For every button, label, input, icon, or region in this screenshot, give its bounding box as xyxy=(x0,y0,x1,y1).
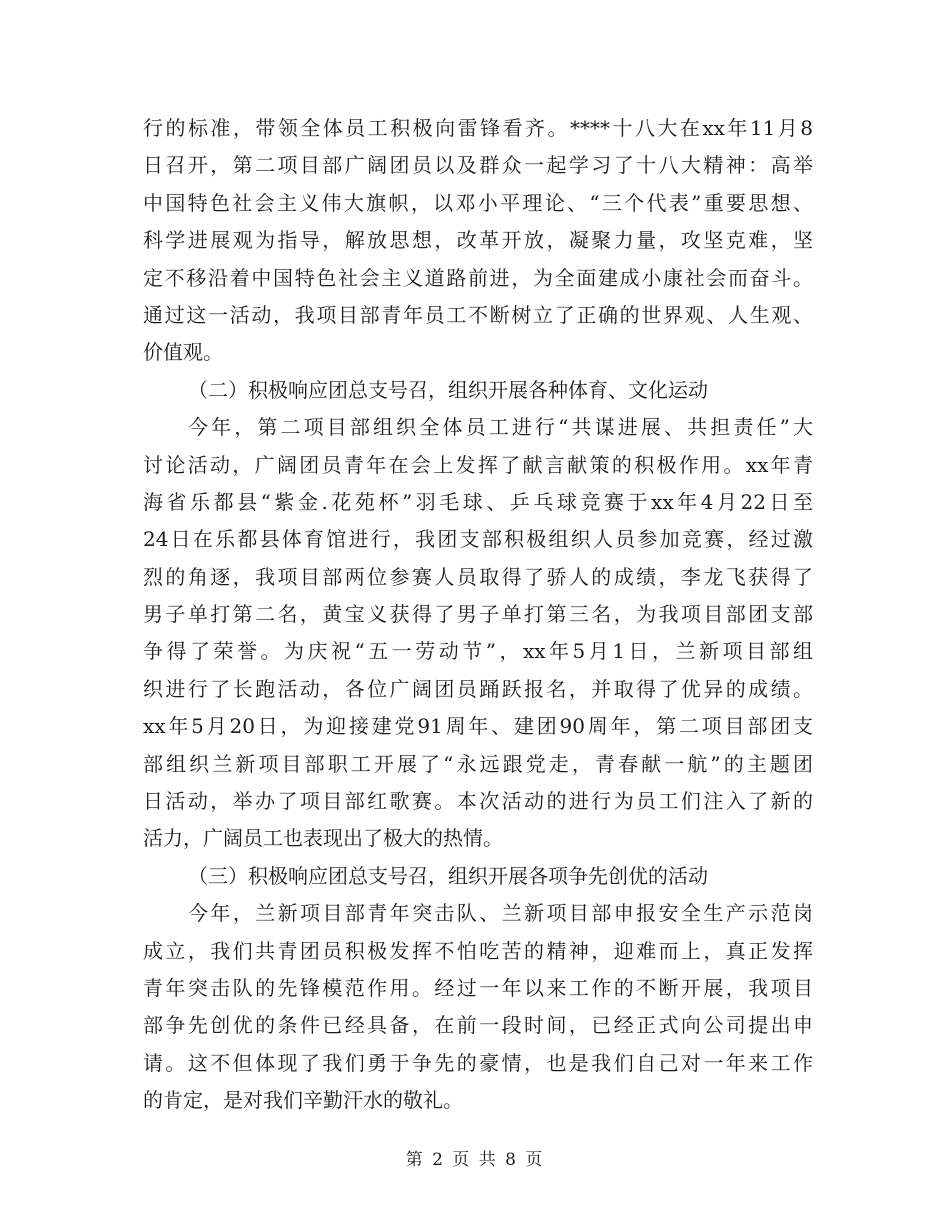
body-line: 通过这一活动，我项目部青年员工不断树立了正确的世界观、人生观、 xyxy=(143,302,813,327)
section-heading: （三）积极响应团总支号召，组织开展各项争先创优的活动 xyxy=(188,863,708,888)
body-line: 科学进展观为指导，解放思想，改革开放，凝聚力量，攻坚克难，坚 xyxy=(143,228,813,253)
body-line: 部争先创优的条件已经具备，在前一段时间，已经正式向公司提出申 xyxy=(143,1013,813,1038)
page-number-footer: 第 2 页 共 8 页 xyxy=(405,1150,545,1170)
body-line: 行的标准，带领全体员工积极向雷锋看齐。****十八大在xx年11月8 xyxy=(143,116,813,140)
body-line: 请。这不但体现了我们勇于争先的豪情，也是我们自己对一年来工作 xyxy=(143,1050,813,1075)
body-line: xx年5月20日，为迎接建党91周年、建团90周年，第二项目部团支 xyxy=(143,714,813,739)
body-line: 定不移沿着中国特色社会主义道路前进，为全面建成小康社会而奋斗。 xyxy=(143,265,813,290)
body-line: 今年，第二项目部组织全体员工进行“共谋进展、共担责任”大 xyxy=(188,415,813,440)
body-line: 青年突击队的先锋模范作用。经过一年以来工作的不断开展，我项目 xyxy=(143,975,813,1000)
body-line: 的肯定，是对我们辛勤汗水的敬礼。 xyxy=(143,1088,463,1113)
body-line: 成立，我们共青团员积极发挥不怕吃苦的精神，迎难而上，真正发挥 xyxy=(143,938,813,963)
body-line: 讨论活动，广阔团员青年在会上发挥了献言献策的积极作用。xx年青 xyxy=(143,452,813,477)
body-line: 活力，广阔员工也表现出了极大的热情。 xyxy=(143,826,503,851)
body-line: 24日在乐都县体育馆进行，我团支部积极组织人员参加竞赛，经过激 xyxy=(143,527,813,552)
body-line: 中国特色社会主义伟大旗帜，以邓小平理论、“三个代表”重要思想、 xyxy=(143,190,813,215)
body-line: 日召开，第二项目部广阔团员以及群众一起学习了十八大精神：高举 xyxy=(143,153,813,178)
body-line: 今年，兰新项目部青年突击队、兰新项目部申报安全生产示范岗 xyxy=(188,901,813,926)
body-line: 男子单打第二名，黄宝义获得了男子单打第三名，为我项目部团支部 xyxy=(143,602,813,627)
body-line: 争得了荣誉。为庆祝“五一劳动节”，xx年5月1日，兰新项目部组 xyxy=(143,639,813,664)
body-line: 价值观。 xyxy=(143,340,223,365)
body-line: 部组织兰新项目部职工开展了“永远跟党走，青春献一航”的主题团 xyxy=(143,751,813,776)
body-line: 海省乐都县“紫金.花苑杯”羽毛球、乒乓球竞赛于xx年4月22日至 xyxy=(143,489,813,514)
body-line: 日活动，举办了项目部红歌赛。本次活动的进行为员工们注入了新的 xyxy=(143,789,813,814)
body-line: 织进行了长跑活动，各位广阔团员踊跃报名，并取得了优异的成绩。 xyxy=(143,676,813,701)
document-body xyxy=(143,110,813,1120)
body-line: 烈的角逐，我项目部两位参赛人员取得了骄人的成绩，李龙飞获得了 xyxy=(143,564,813,589)
section-heading: （二）积极响应团总支号召，组织开展各种体育、文化运动 xyxy=(188,377,708,402)
